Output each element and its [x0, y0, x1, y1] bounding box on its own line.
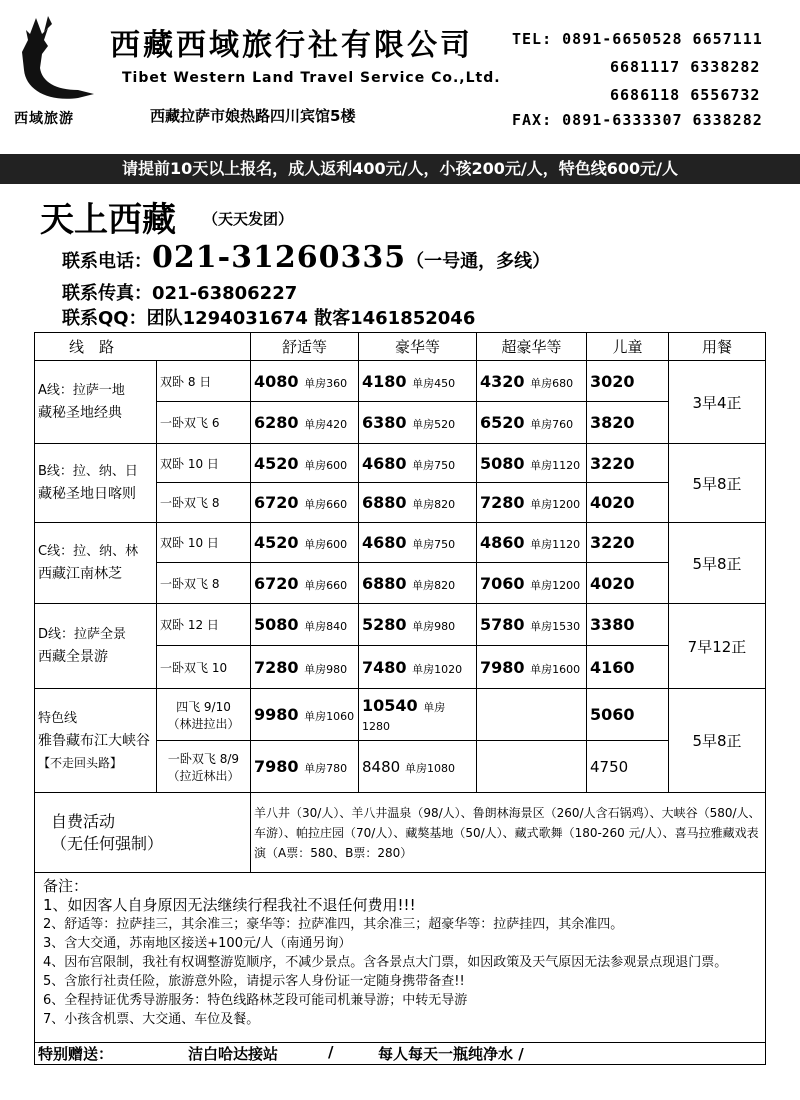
price-comfort: [251, 444, 359, 483]
price-value: 4680: [362, 533, 407, 552]
route-code: C线：拉、纳、林: [38, 544, 139, 559]
price-value: 6880: [362, 493, 407, 512]
single-label: 单房: [530, 458, 553, 472]
single-value: 600: [326, 538, 348, 551]
note-item: 7、小孩含机票、大交通、车位及餐。: [43, 1012, 260, 1027]
single-label: 单房: [304, 538, 327, 551]
price-deluxe: [359, 483, 477, 523]
price-super: [477, 646, 587, 689]
price-value: 4520: [254, 533, 299, 552]
route-cell: [35, 361, 157, 444]
price-comfort: [251, 402, 359, 444]
price-value: 7280: [254, 657, 299, 677]
header-deluxe: 豪华等: [359, 333, 477, 361]
single-value: 760: [552, 418, 574, 431]
price-value: 7980: [480, 657, 525, 677]
sub-route: 双卧 10 日: [157, 523, 251, 563]
price-super-empty: [477, 741, 587, 793]
price-super: [477, 361, 587, 402]
single-value: 750: [434, 458, 456, 472]
price-deluxe: [359, 689, 477, 741]
child-price: 4020: [587, 483, 669, 523]
self-paid-title: 自费活动: [51, 811, 116, 831]
meal-cell: 5早8正: [669, 689, 766, 793]
price-comfort: [251, 741, 359, 793]
single-value: 980: [434, 620, 456, 633]
price-deluxe: [359, 646, 477, 689]
price-value: 6520: [480, 413, 525, 432]
price-value: 8480: [362, 757, 401, 776]
header-super-deluxe: 超豪华等: [477, 333, 587, 361]
price-value: 6720: [254, 493, 299, 512]
note-item: 1、如因客人自身原因无法继续行程我社不退任何费用!!!: [43, 896, 416, 914]
header-route: 线 路: [35, 333, 251, 361]
meal-cell: 5早8正: [669, 444, 766, 523]
gift-item-2: 每人每天一瓶纯净水 /: [378, 1045, 524, 1063]
route-cell: [35, 604, 157, 689]
single-label: 单房: [304, 662, 327, 676]
price-value: 10540: [362, 695, 418, 715]
gift-item-1: 洁白哈达接站: [188, 1045, 279, 1063]
notes-row: [35, 873, 766, 1043]
company-name-en: Tibet Western Land Travel Service Co.,Ltd.: [122, 70, 501, 86]
single-value: 780: [326, 762, 348, 775]
single-label: 单房: [530, 578, 553, 592]
table-row: [35, 523, 766, 563]
single-label: 单房: [304, 418, 327, 431]
single-label: 单房: [530, 538, 553, 551]
child-price: 4160: [587, 646, 669, 689]
contact-phone: [62, 240, 550, 275]
header-meal: 用餐: [669, 333, 766, 361]
price-value: 7280: [480, 493, 525, 512]
table-row: [35, 444, 766, 483]
price-value: 7480: [362, 657, 407, 677]
fax-line: FAX: 0891-6333307 6338282: [512, 111, 763, 129]
single-label: 单房: [412, 578, 435, 592]
single-value: 420: [326, 418, 348, 431]
note-item: 2、舒适等：拉萨挂三，其余准三；豪华等：拉萨准四，其余准三；超豪华等：拉萨挂四，其余准四。: [43, 917, 624, 932]
single-label: 单房: [412, 418, 435, 431]
price-value: 7980: [254, 757, 299, 776]
price-table-body: [34, 360, 766, 1065]
sub-route: 双卧 8 日: [157, 361, 251, 402]
rebate-banner: 请提前10天以上报名，成人返利400元/人，小孩200元/人，特色线600元/人: [0, 154, 800, 184]
price-comfort: [251, 563, 359, 604]
price-deluxe: [359, 361, 477, 402]
single-label: 单房: [412, 376, 435, 390]
single-value: 1600: [552, 662, 581, 676]
price-comfort: [251, 523, 359, 563]
tel-line-2: 6681117 6338282: [610, 58, 761, 76]
route-name: 藏秘圣地日喀则: [38, 486, 136, 502]
single-label: 单房: [304, 376, 327, 390]
single-value: 1080: [426, 761, 455, 775]
price-value: 4860: [480, 533, 525, 552]
price-comfort: [251, 604, 359, 646]
route-name: 雅鲁藏布江大峡谷: [38, 732, 150, 749]
tel-line-1: TEL: 0891-6650528 6657111: [512, 30, 763, 48]
notes-title: 备注：: [43, 877, 89, 895]
single-label: 单房: [304, 458, 327, 472]
route-name: 藏秘圣地经典: [38, 405, 122, 421]
single-label: 单房: [304, 498, 327, 511]
price-comfort: [251, 361, 359, 402]
price-deluxe: [359, 563, 477, 604]
note-item: 3、含大交通，苏南地区接送+100元/人（南通另询）: [43, 936, 352, 951]
single-label: 单房: [530, 498, 553, 511]
single-label: 单房: [404, 761, 427, 775]
route-name: 西藏江南林芝: [38, 566, 122, 582]
notes: [35, 873, 766, 1043]
price-super: [477, 402, 587, 444]
sub-route: 一卧双飞 8: [157, 563, 251, 604]
single-value: 1060: [326, 710, 355, 723]
route-code: A线：拉萨一地: [38, 383, 125, 398]
route-code: D线：拉萨全景: [38, 627, 127, 642]
note-item: 4、因布宫限制，我社有权调整游览顺序，不减少景点。含各景点大门票，如因政策及天气原因无法参观景点现退门票。: [43, 955, 728, 970]
price-super: [477, 444, 587, 483]
single-value: 840: [326, 620, 348, 633]
price-value: 5280: [362, 615, 407, 634]
special-gift: [35, 1043, 766, 1065]
single-value: 820: [434, 578, 456, 592]
price-value: 9980: [254, 705, 299, 724]
sub-route-label: 一卧双飞 8/9: [167, 751, 240, 766]
price-super: [477, 523, 587, 563]
price-value: 6380: [362, 413, 407, 432]
page-title: 天上西藏: [40, 200, 176, 240]
self-paid-label: [35, 793, 251, 873]
sub-route: 一卧双飞 10: [157, 646, 251, 689]
single-value: 520: [434, 418, 456, 431]
sub-route-note: （拉近林出）: [167, 768, 240, 783]
sub-route: 一卧双飞 8: [157, 483, 251, 523]
single-value: 1200: [552, 498, 581, 511]
single-value: 820: [434, 498, 456, 511]
price-deluxe: [359, 402, 477, 444]
child-price: 5060: [587, 689, 669, 741]
route-code: 特色线: [38, 710, 78, 726]
tel-line-3: 6686118 6556732: [610, 86, 761, 104]
price-deluxe: [359, 523, 477, 563]
phone-number: 021-31260335: [152, 240, 407, 275]
gift-sep: /: [328, 1043, 334, 1061]
single-value: 600: [326, 458, 348, 472]
self-paid-row: [35, 793, 766, 873]
single-label: 单房: [412, 458, 435, 472]
company-address: 西藏拉萨市娘热路四川宾馆5楼: [150, 107, 356, 125]
single-value: 1530: [552, 620, 581, 633]
child-price: 3220: [587, 444, 669, 483]
single-value: 750: [434, 538, 456, 551]
price-super: [477, 604, 587, 646]
note-item: 5、含旅行社责任险，旅游意外险，请提示客人身份证一定随身携带备查!!: [43, 974, 465, 989]
single-label: 单房: [412, 620, 435, 633]
price-super: [477, 483, 587, 523]
note-item: 6、全程持证优秀导游服务：特色线路林芝段可能司机兼导游；中转无导游: [43, 993, 468, 1008]
single-label: 单房: [530, 376, 553, 390]
meal-cell: 7早12正: [669, 604, 766, 689]
special-gift-row: [35, 1043, 766, 1065]
single-value: 980: [326, 662, 348, 676]
single-label: 单房: [304, 710, 327, 723]
price-value: 4180: [362, 371, 407, 391]
self-paid-note: （无任何强制）: [51, 833, 164, 853]
single-label: 单房: [530, 620, 553, 633]
meal-cell: 3早4正: [669, 361, 766, 444]
logo-caption: 西域旅游: [14, 111, 74, 127]
table-row: [35, 689, 766, 741]
price-table: [34, 332, 766, 361]
sub-route: [157, 741, 251, 793]
price-super-empty: [477, 689, 587, 741]
single-label: 单房: [530, 418, 553, 431]
single-value: 360: [326, 376, 348, 390]
route-cell: [35, 523, 157, 604]
single-label: 单房: [412, 538, 435, 551]
child-price: 3220: [587, 523, 669, 563]
price-value: 6880: [362, 573, 407, 593]
price-value: 4320: [480, 371, 525, 391]
single-value: 1200: [552, 578, 581, 592]
single-value: 450: [434, 376, 456, 390]
single-label: 单房: [412, 498, 435, 511]
single-label: 单房: [304, 578, 327, 592]
header-comfort: 舒适等: [251, 333, 359, 361]
single-value: 660: [326, 578, 348, 592]
sub-route: 双卧 12 日: [157, 604, 251, 646]
route-cell: [35, 444, 157, 523]
single-value: 1280: [362, 719, 390, 733]
single-label: 单房: [304, 762, 327, 775]
meal-cell: 5早8正: [669, 523, 766, 604]
price-comfort: [251, 483, 359, 523]
single-value: 1020: [434, 662, 463, 676]
single-value: 1120: [552, 538, 581, 551]
price-value: 6720: [254, 573, 299, 593]
price-super: [477, 563, 587, 604]
single-label: 单房: [423, 700, 446, 714]
child-price: 3020: [587, 361, 669, 402]
single-label: 单房: [304, 620, 327, 633]
price-value: 6280: [254, 413, 299, 432]
child-price: 4020: [587, 563, 669, 604]
company-logo: [8, 10, 98, 110]
single-value: 680: [552, 376, 574, 390]
child-price: 4750: [587, 741, 669, 793]
title-note: （天天发团）: [203, 210, 294, 228]
route-name: 西藏全景游: [38, 649, 108, 665]
price-value: 7060: [480, 573, 525, 593]
child-price: 3820: [587, 402, 669, 444]
sub-route: [157, 689, 251, 741]
price-value: 4080: [254, 371, 299, 391]
sub-route: 双卧 10 日: [157, 444, 251, 483]
phone-label: 联系电话：: [62, 251, 152, 272]
single-label: 单房: [412, 662, 435, 676]
price-comfort: [251, 646, 359, 689]
self-paid-text: 羊八井（30/人）、羊八井温泉（98/人）、鲁朗林海景区（260/人含石锅鸡）、大峡谷（580/人、车游）、帕拉庄园（70/人）、藏獒基地（50/人）、藏式歌舞（180-260 元/人）、喜马拉雅藏戏表演（A票：580、B票：280）: [251, 793, 766, 873]
route-note: 【不走回头路】: [38, 755, 123, 770]
price-value: 4520: [254, 453, 299, 473]
child-price: 3380: [587, 604, 669, 646]
route-code: B线：拉、纳、日: [38, 464, 138, 479]
table-row: [35, 604, 766, 646]
single-label: 单房: [530, 662, 553, 676]
price-deluxe: [359, 741, 477, 793]
single-value: 1120: [552, 458, 581, 472]
single-value: 660: [326, 498, 348, 511]
contact-qq: 联系QQ：团队1294031674 散客1461852046: [62, 308, 476, 329]
contact-fax: 联系传真：021-63806227: [62, 283, 298, 304]
company-name-cn: 西藏西域旅行社有限公司: [110, 28, 473, 63]
phone-note: （一号通，多线）: [406, 251, 551, 272]
price-value: 5080: [480, 453, 525, 473]
price-value: 5780: [480, 615, 525, 634]
sub-route-note: （林进拉出）: [167, 716, 240, 731]
price-value: 4680: [362, 453, 407, 473]
price-comfort: [251, 689, 359, 741]
price-value: 5080: [254, 615, 299, 634]
sub-route-label: 四飞 9/10: [176, 699, 231, 714]
special-route-cell: [35, 689, 157, 793]
table-row: [35, 361, 766, 402]
header-child: 儿童: [587, 333, 669, 361]
sub-route: 一卧双飞 6: [157, 402, 251, 444]
price-deluxe: [359, 444, 477, 483]
price-deluxe: [359, 604, 477, 646]
gift-label: 特别赠送：: [38, 1045, 114, 1063]
